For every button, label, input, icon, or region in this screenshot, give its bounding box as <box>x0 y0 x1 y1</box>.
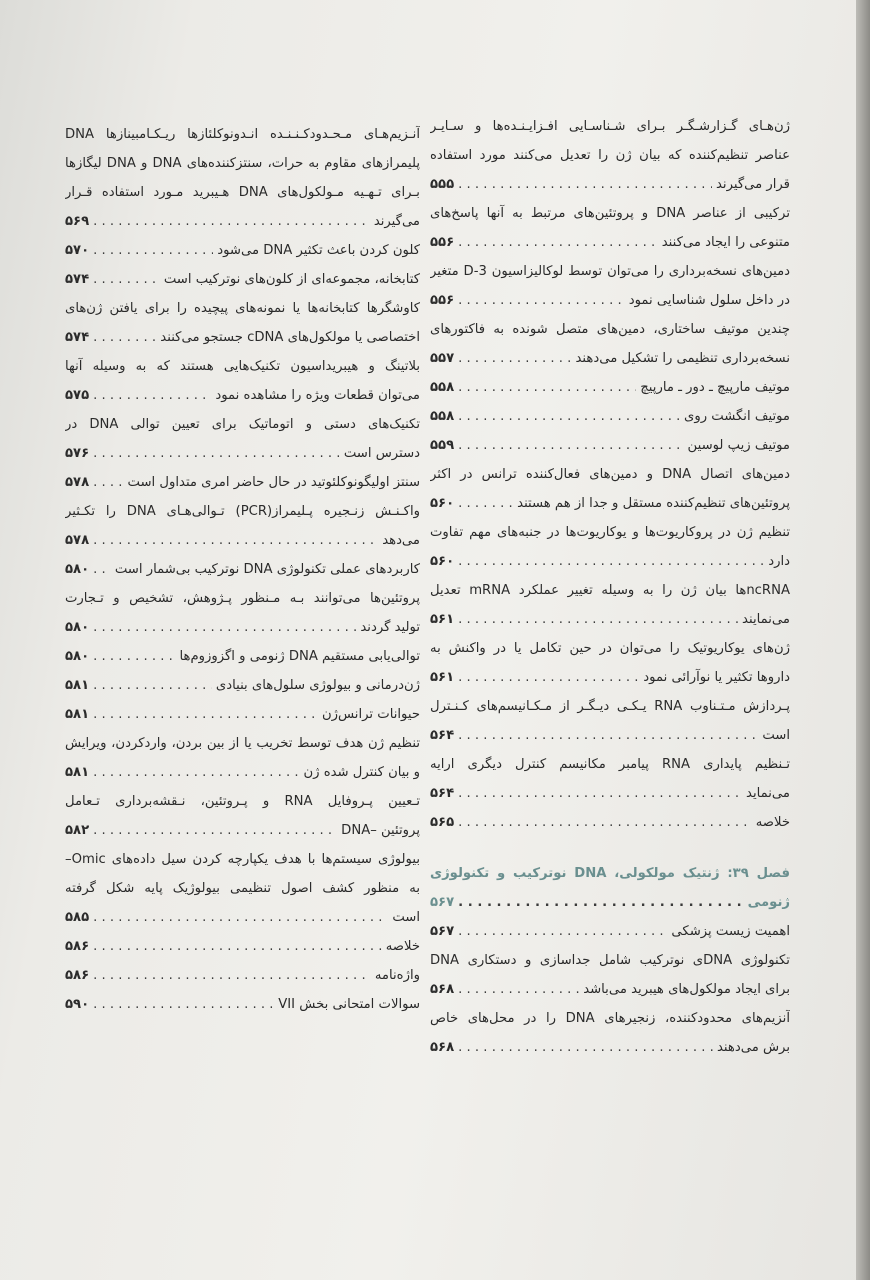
page-number: ۵۵۸ <box>430 380 455 395</box>
toc-entry <box>430 576 790 634</box>
page-number: ۵۷۵ <box>65 388 90 403</box>
page-number: ۵۶۴ <box>430 728 455 743</box>
page-number: ۵۷۴ <box>65 330 90 345</box>
page-number: ۵۸۲ <box>65 823 90 838</box>
toc-entry-line: عناصر تنظیم‌کننده که بیان ژن را تعدیل می‌کنند مورد استفاده <box>430 148 790 163</box>
toc-entry-text: می‌توان قطعات ویژه را مشاهده نمود <box>215 388 420 403</box>
toc-entry-text: برای ایجاد مولکول‌های هیبرید می‌باشد <box>583 982 790 997</box>
toc-entry <box>430 315 790 373</box>
toc-entry-last-line <box>430 228 790 257</box>
toc-entry <box>430 402 790 431</box>
toc-entry-last-line <box>430 344 790 373</box>
toc-entry-last-line <box>65 613 420 642</box>
toc-entry-line: ncRNAها بیان ژن را به وسیله تغییر عملکرد mRNA تعدیل <box>430 583 790 598</box>
toc-entry-text: متنوعی را ایجاد می‌کنند <box>661 235 790 250</box>
toc-entry <box>430 946 790 1004</box>
toc-entry-text: تولید گردند <box>360 620 420 635</box>
page-number: ۵۶۸ <box>430 982 455 997</box>
toc-entry-last-line <box>430 779 790 808</box>
toc-entry-line: دمین‌های نسخه‌برداری را می‌توان توسط لوکالیزاسیون 3-D متغیر <box>430 264 790 279</box>
page-edge <box>856 0 870 1280</box>
leader-dots <box>93 236 213 265</box>
page-number: ۵۸۰ <box>65 620 90 635</box>
toc-entry-last-line <box>430 170 790 199</box>
toc-entry-text: قرار می‌گیرند <box>716 177 790 192</box>
toc-entry-last-line <box>65 758 420 787</box>
leader-dots <box>93 671 212 700</box>
toc-entry <box>430 112 790 199</box>
toc-entry-text: می‌گیرند <box>373 214 420 229</box>
toc-entry-last-line <box>430 721 790 750</box>
toc-right-column <box>430 112 790 1062</box>
toc-entry <box>65 990 420 1019</box>
toc-entry <box>65 410 420 468</box>
toc-entry <box>65 265 420 294</box>
toc-entry-text: موتیف مارپیچ ـ دور ـ مارپیچ <box>640 380 790 395</box>
toc-left-column <box>65 120 420 1019</box>
page-number: ۵۵۶ <box>430 235 455 250</box>
toc-entry-line: آنـزیم‌هـای مـحـدودکـنـنـده انـدونوکلئازها ریـکـامبینازها DNA <box>65 127 420 142</box>
toc-entry-text: می‌نماید <box>746 786 790 801</box>
toc-entry <box>430 373 790 402</box>
toc-entry-last-line <box>65 903 420 932</box>
toc-entry-last-line <box>65 700 420 729</box>
toc-entry <box>430 518 790 576</box>
toc-entry-text: پروتئین –DNA <box>341 823 420 838</box>
toc-entry-last-line <box>65 526 420 555</box>
page-number: ۵۵۶ <box>430 293 455 308</box>
leader-dots <box>93 526 378 555</box>
leader-dots <box>93 990 274 1019</box>
leader-dots <box>458 547 764 576</box>
leader-dots <box>458 605 738 634</box>
leader-dots <box>458 286 625 315</box>
toc-entry <box>65 555 420 584</box>
toc-entry-last-line <box>65 555 420 584</box>
leader-dots <box>93 323 156 352</box>
toc-entry-line: ژن‌های یوکاریوتیک را می‌توان در حین تکامل یا در واکنش به <box>430 641 790 656</box>
toc-entry <box>430 460 790 518</box>
toc-entry-last-line <box>430 605 790 634</box>
toc-entry-last-line <box>430 402 790 431</box>
page-number: ۵۹۰ <box>65 997 90 1012</box>
page-number: ۵۸۶ <box>65 968 90 983</box>
leader-dots <box>93 439 340 468</box>
leader-dots <box>458 489 513 518</box>
toc-entry-line: کاوشگرها کتابخانه‌ها یا نمونه‌های پیچیده را برای یافتن ژن‌های <box>65 301 420 316</box>
page-number: ۵۸۱ <box>65 707 90 722</box>
toc-entry-text: واژه‌نامه <box>374 968 420 983</box>
toc-entry <box>430 199 790 257</box>
toc-entry-text: می‌دهد <box>382 533 420 548</box>
toc-entry <box>65 468 420 497</box>
toc-entry <box>65 961 420 990</box>
toc-entry-last-line <box>430 547 790 576</box>
toc-entry-line: تـعیین پـروفایل RNA و پـروتئین، نـقشه‌برداری تـعامل <box>65 794 420 809</box>
page-number: ۵۸۰ <box>65 649 90 664</box>
leader-dots <box>93 555 111 584</box>
toc-entry-line: تکنیک‌های دستی و اتوماتیک برای تعیین توالی DNA در <box>65 417 420 432</box>
page-number: ۵۵۸ <box>430 409 455 424</box>
toc-entry-last-line <box>65 265 420 294</box>
toc-entry <box>430 692 790 750</box>
page-number: ۵۶۰ <box>430 496 455 511</box>
toc-entry-text: برش می‌دهند <box>716 1040 790 1055</box>
leader-dots <box>93 961 371 990</box>
toc-entry <box>65 497 420 555</box>
page-number: ۵۸۶ <box>65 939 90 954</box>
toc-entry-text: داروها تکثیر یا نوآرائی نمود <box>643 670 790 685</box>
toc-entry <box>430 1004 790 1062</box>
leader-dots <box>93 932 382 961</box>
leader-dots <box>458 721 758 750</box>
leader-dots <box>93 381 211 410</box>
toc-entry-text: اهمیت زیست پزشکی <box>671 924 790 939</box>
toc-entry-text: توالی‌یابی مستقیم DNA ژنومی و اگزوزوم‌ها <box>179 649 420 664</box>
leader-dots <box>458 228 658 257</box>
toc-entry <box>430 634 790 692</box>
toc-entry <box>430 917 790 946</box>
toc-entry <box>430 431 790 460</box>
toc-entry-last-line <box>65 932 420 961</box>
toc-entry <box>65 294 420 352</box>
page-number: ۵۸۵ <box>65 910 90 925</box>
toc-entry-line: بیولوژی سیستم‌ها با هدف یکپارچه کردن سیل داده‌های Omic– <box>65 852 420 867</box>
toc-entry-last-line <box>430 975 790 1004</box>
toc-entry-last-line <box>65 236 420 265</box>
toc-entry-line: تنظیم ژن در پروکاریوت‌ها و یوکاریوت‌ها در جنبه‌های مهم تفاوت <box>430 525 790 540</box>
page-number: ۵۷۸ <box>65 533 90 548</box>
leader-dots <box>93 265 160 294</box>
toc-entry-last-line <box>65 323 420 352</box>
toc-entry-text: حیوانات ترانس‌ژن <box>321 707 420 722</box>
page-number: ۵۸۱ <box>65 765 90 780</box>
toc-entry-line: تـنظیم پایداری RNA پیامبر مکانیسم کنترل دیگری ارایه <box>430 757 790 772</box>
toc-entry-text: سنتز اولیگونوکلئوتید در حال حاضر امری متداول است <box>127 475 420 490</box>
toc-entry-line: بـرای تـهـیه مـولکول‌های DNA هـیبرید مـورد استفاده قـرار <box>65 185 420 200</box>
page-number: ۵۶۴ <box>430 786 455 801</box>
toc-entry-line: به منظور کشف اصول تنظیمی بیولوژیک پایه شکل گرفته <box>65 881 420 896</box>
toc-entry-last-line <box>65 642 420 671</box>
toc-entry-last-line <box>430 1033 790 1062</box>
toc-entry-text: موتیف زیپ لوسین <box>687 438 790 453</box>
toc-entry-text: سوالات امتحانی بخش VII <box>278 997 420 1012</box>
leader-dots <box>458 808 752 837</box>
leader-dots <box>458 402 680 431</box>
toc-entry-text: کتابخانه، مجموعه‌ای از کلون‌های نوترکیب است <box>163 272 420 287</box>
toc-entry-last-line <box>430 286 790 315</box>
toc-entry-text: کاربردهای عملی تکنولوژی DNA نوترکیب بی‌شمار است <box>114 562 420 577</box>
leader-dots <box>458 373 636 402</box>
toc-entry-last-line <box>430 431 790 460</box>
toc-entry-text: و بیان کنترل شده ژن <box>303 765 420 780</box>
toc-entry <box>65 932 420 961</box>
toc-entry-text: اختصاصی یا مولکول‌های cDNA جستجو می‌کنند <box>160 330 420 345</box>
toc-entry-last-line <box>430 888 790 917</box>
page-number: ۵۸۰ <box>65 562 90 577</box>
chapter-heading <box>430 859 790 917</box>
toc-entry-line: چندین موتیف ساختاری، دمین‌های متصل شونده به فاکتورهای <box>430 322 790 337</box>
leader-dots <box>93 758 299 787</box>
toc-entry-last-line <box>65 381 420 410</box>
leader-dots <box>93 613 356 642</box>
toc-entry <box>430 808 790 837</box>
toc-entry-text: دارد <box>768 554 790 569</box>
toc-entry-last-line <box>65 439 420 468</box>
toc-entry-text: دسترس است <box>343 446 420 461</box>
toc-entry <box>430 750 790 808</box>
toc-entry <box>65 584 420 642</box>
toc-entry-text: است <box>762 728 790 743</box>
toc-entry-text: است <box>392 910 420 925</box>
toc-entry-line: فصل ۳۹: ژنتیک مولکولی، DNA نوترکیب و تکنولوژی <box>430 866 790 881</box>
toc-entry-line: آنزیم‌های محدودکننده، زنجیرهای DNA را در محل‌های خاص <box>430 1011 790 1026</box>
toc-entry <box>65 352 420 410</box>
page-number: ۵۶۵ <box>430 815 455 830</box>
toc-entry-last-line <box>65 468 420 497</box>
toc-entry <box>65 700 420 729</box>
page-number: ۵۶۷ <box>430 895 455 910</box>
toc-entry-text: در داخل سلول شناسایی نمود <box>628 293 790 308</box>
leader-dots <box>458 663 639 692</box>
leader-dots <box>93 642 175 671</box>
leader-dots <box>93 903 388 932</box>
toc-entry-line: تنظیم ژن هدف توسط تخریب یا از بین بردن، واردکردن، ویرایش <box>65 736 420 751</box>
toc-entry-text: موتیف انگشت روی <box>684 409 790 424</box>
toc-entry-last-line <box>430 917 790 946</box>
page-number: ۵۵۵ <box>430 177 455 192</box>
toc-entry-text: خلاصه <box>755 815 790 830</box>
page-number: ۵۷۶ <box>65 446 90 461</box>
leader-dots <box>458 431 683 460</box>
toc-entry-last-line <box>65 671 420 700</box>
page-number: ۵۶۱ <box>430 670 455 685</box>
page-number: ۵۷۴ <box>65 272 90 287</box>
page-number: ۵۶۹ <box>65 214 90 229</box>
leader-dots <box>458 975 579 1004</box>
toc-entry-text: کلون کردن باعث تکثیر DNA می‌شود <box>217 243 420 258</box>
toc-entry-last-line <box>65 990 420 1019</box>
toc-entry-text: خلاصه <box>385 939 420 954</box>
toc-entry <box>65 671 420 700</box>
toc-entry-line: ترکیبی از عناصر DNA و پروتئین‌های مرتبط به آنها پاسخ‌های <box>430 206 790 221</box>
toc-entry-line: دمین‌های اتصال DNA و دمین‌های فعال‌کننده ترانس در اکثر <box>430 467 790 482</box>
page-number: ۵۷۸ <box>65 475 90 490</box>
toc-entry-text: ژن‌درمانی و بیولوژی سلول‌های بنیادی <box>215 678 420 693</box>
toc-entry <box>65 236 420 265</box>
toc-entry <box>65 120 420 236</box>
toc-entry-last-line <box>430 808 790 837</box>
toc-entry-text: پروتئین‌های تنظیم‌کننده مستقل و جدا از هم هستند <box>517 496 790 511</box>
toc-entry <box>65 729 420 787</box>
page-number: ۵۸۱ <box>65 678 90 693</box>
leader-dots <box>93 468 123 497</box>
toc-entry-line: پـردازش مـتـناوب RNA یـکـی دیـگـر از مـکـانیسم‌های کـنـترل <box>430 699 790 714</box>
page-number: ۵۶۸ <box>430 1040 455 1055</box>
leader-dots <box>458 170 712 199</box>
toc-entry-last-line <box>430 663 790 692</box>
toc-entry <box>65 787 420 845</box>
toc-entry-line: پلیمرازهای مقاوم به حرات، سنتزکننده‌های DNA و DNA لیگازها <box>65 156 420 171</box>
leader-dots <box>458 1033 713 1062</box>
toc-entry <box>430 257 790 315</box>
leader-dots <box>93 700 318 729</box>
toc-entry-line: واکـنـش زنـجیره پـلیمراز(PCR) تـوالی‌هـای DNA را تکـثیر <box>65 504 420 519</box>
page-number: ۵۷۰ <box>65 243 90 258</box>
toc-entry-last-line <box>430 373 790 402</box>
page-number: ۵۵۹ <box>430 438 455 453</box>
toc-entry-line: پروتئین‌ها می‌توانند بـه مـنظور پـژوهش، تشخیص و تـجارت <box>65 591 420 606</box>
leader-dots <box>458 344 571 373</box>
leader-dots <box>458 917 667 946</box>
toc-entry-line: بلاتینگ و هیبریداسیون تکنیک‌هایی هستند که به وسیله آنها <box>65 359 420 374</box>
page-number: ۵۶۱ <box>430 612 455 627</box>
page-number: ۵۶۰ <box>430 554 455 569</box>
leader-dots <box>93 207 370 236</box>
leader-dots <box>458 888 744 917</box>
toc-entry-text: نسخه‌برداری تنظیمی را تشکیل می‌دهند <box>575 351 790 366</box>
toc-entry-last-line <box>65 816 420 845</box>
toc-entry-last-line <box>430 489 790 518</box>
toc-entry <box>65 845 420 932</box>
toc-entry-text: ژنومی <box>747 895 790 910</box>
toc-entry-last-line <box>65 961 420 990</box>
leader-dots <box>458 779 742 808</box>
page-number: ۵۵۷ <box>430 351 455 366</box>
toc-entry-text: می‌نمایند <box>742 612 790 627</box>
toc-entry-last-line <box>65 207 420 236</box>
toc-entry-line: ژن‌هـای گـزارشـگـر بـرای شـناسـایی افـزایـنـده‌ها و سـایـر <box>430 119 790 134</box>
page-number: ۵۶۷ <box>430 924 455 939</box>
toc-entry <box>65 642 420 671</box>
leader-dots <box>93 816 337 845</box>
toc-entry-line: تکنولوژی DNAی نوترکیب شامل جداسازی و دستکاری DNA <box>430 953 790 968</box>
